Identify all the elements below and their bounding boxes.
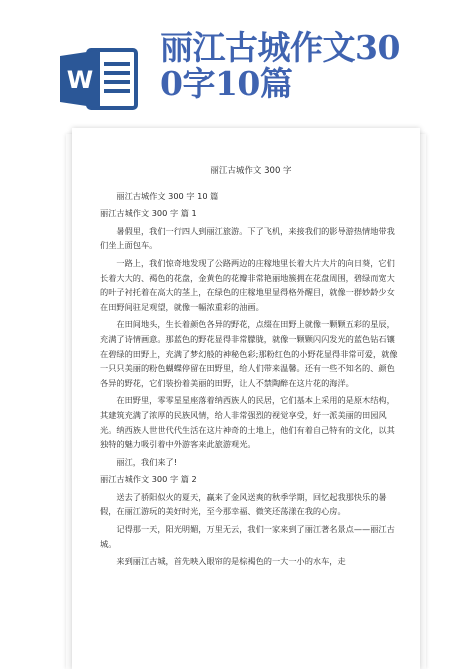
document-title: 丽江古城作文 300 字 bbox=[210, 166, 292, 176]
svg-text:W: W bbox=[66, 66, 94, 94]
paragraph: 在田间地头，生长着颜色各异的野花，点缀在田野上就像一颗颗五彩的星辰，充满了诗情画意。那蓝色的野花显得非常朦胧，就像一颗颗闪闪发光的蓝色钻石镶在碧绿的田野上，充满了梦幻般的神秘色彩;那粉红色的小野花显得非常可爱，就像一只只美丽的粉色蝴蝶停留在田野里，给人们带来温馨。还有一些不知名的、颜色各异的野花，它们装扮着美丽的田野，让人不禁陶醉在这片花的海洋。 bbox=[100, 319, 398, 388]
paragraph: 记得那一天，阳光明媚，万里无云，我们一家来到了丽江著名景点——丽江古城。 bbox=[100, 524, 395, 549]
paragraph: 送去了骄阳似火的夏天，赢来了金风送爽的秋季学期，回忆起我那快乐的暑假，在丽江游玩的美好时光，至今那幸福、微笑还荡漾在我的心房。 bbox=[100, 491, 387, 517]
header bbox=[0, 0, 474, 130]
document-page bbox=[72, 128, 420, 669]
paragraph: 在田野里，零零星星座落着纳西族人的民居，它们基本上采用的是原木结构，其建筑充满了浓厚的民族风情，给人非常强烈的视觉享受，好一派美丽的田园风光。纳西族人世世代代生活在这片神奇的土地上，他们有着自己特有的文化，以其独特的魅力吸引着中外游客来此旅游观光。 bbox=[100, 395, 395, 450]
word-document-icon bbox=[60, 46, 140, 112]
paragraph: 丽江，我们来了! bbox=[116, 456, 177, 467]
section-heading: 丽江古城作文 300 字 篇 1 bbox=[100, 208, 197, 219]
paragraph: 来到丽江古城，首先映入眼帘的是棕褐色的一大一小的水车，走 bbox=[116, 556, 346, 567]
paragraph: 丽江古城作文 300 字 10 篇 bbox=[116, 190, 219, 201]
paragraph: 暑假里，我们一行四人到丽江旅游。下了飞机，来接我们的影导游热情地带我们坐上面包车。 bbox=[100, 225, 395, 251]
section-heading: 丽江古城作文 300 字 篇 2 bbox=[100, 474, 197, 485]
page-title-line-2: 0字10篇 bbox=[160, 64, 293, 103]
paragraph: 一路上，我们惊奇地发现了公路两边的庄稼地里长着大片大片的向日葵，它们长着大大的、褐色的花盘，金黄色的花瓣非常艳丽地簇拥在花盘周围，碧绿而宽大的叶子衬托着在高大的茎上，在绿色的庄稼地里显得格外醒目，就像一群妙龄少女在田野间驻足观望，就像一幅浓重彩的油画。 bbox=[100, 257, 395, 312]
document-body bbox=[100, 164, 402, 572]
document-paragraphs bbox=[100, 189, 402, 569]
page-title-line-1: 丽江古城作文30 bbox=[160, 28, 400, 67]
page-title bbox=[160, 30, 460, 102]
